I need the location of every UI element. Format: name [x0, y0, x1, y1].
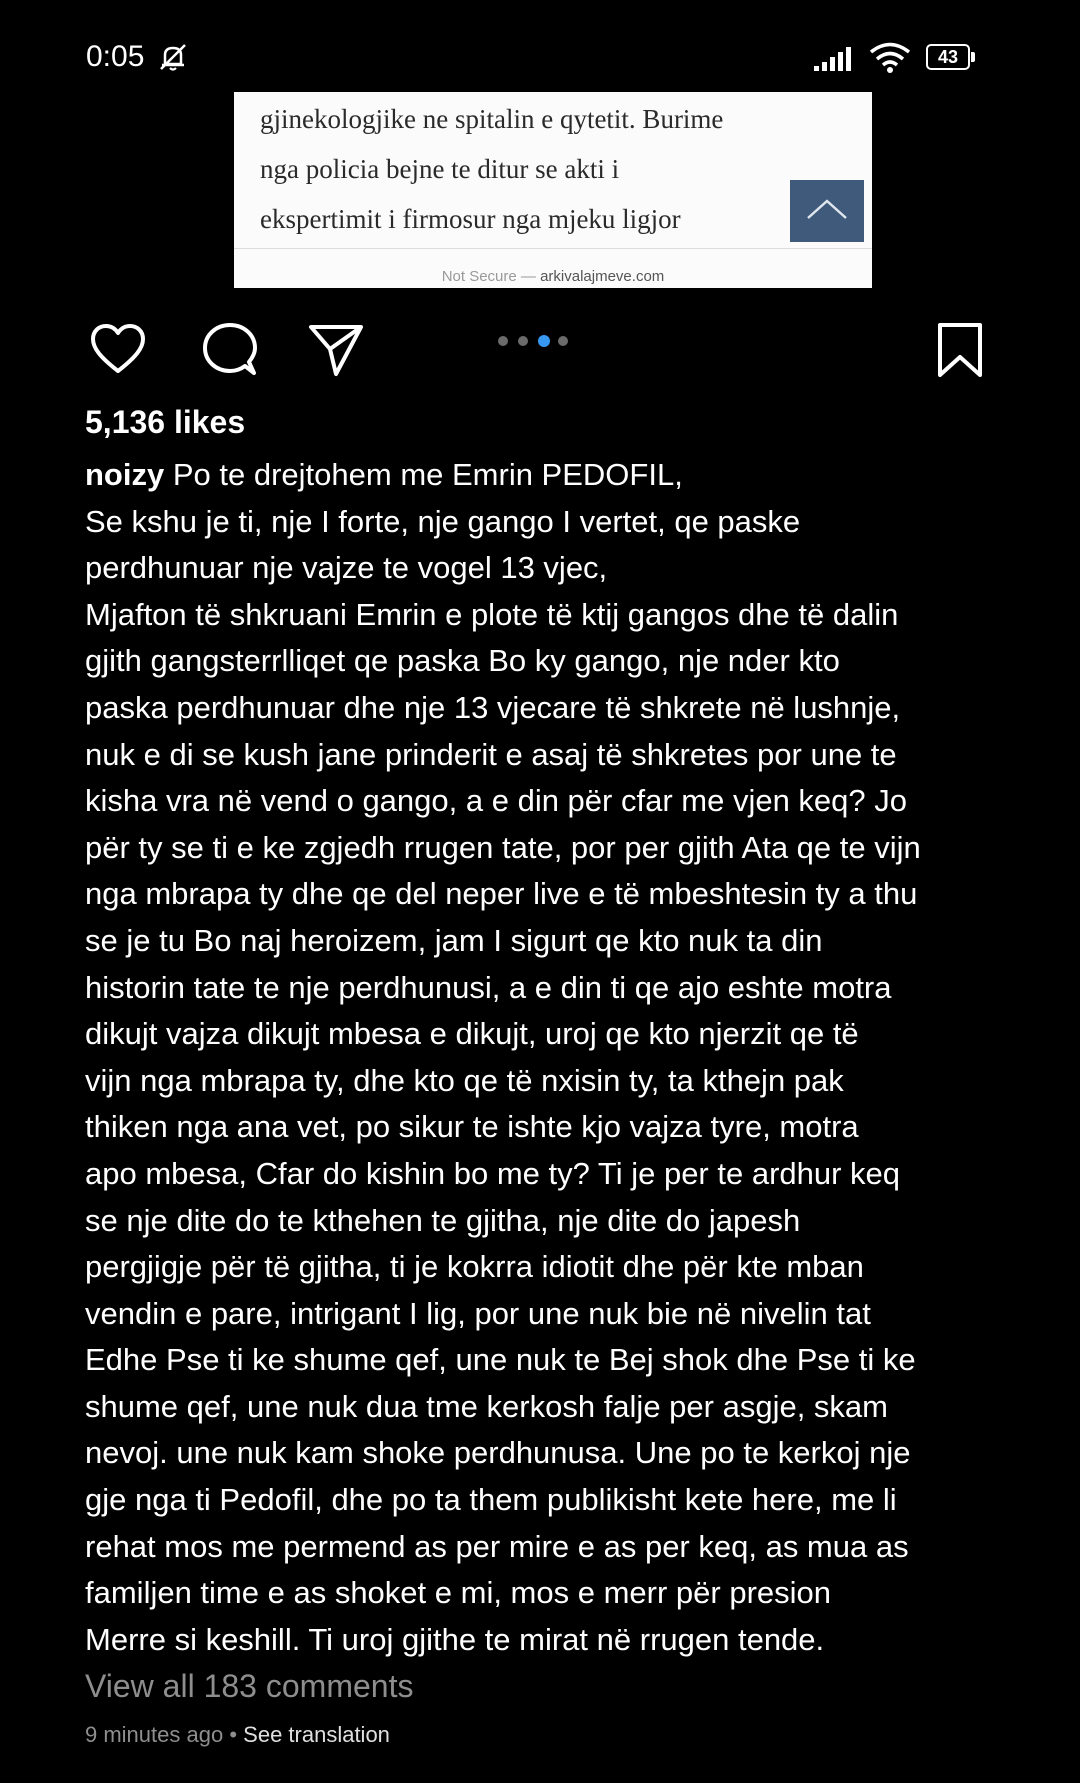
caption-line [85, 1151, 1025, 1198]
view-all-comments-link[interactable]: View all 183 comments [85, 1668, 414, 1704]
caption-text: vendin e pare, intrigant I lig, por une nuk bie në nivelin tat [85, 1295, 871, 1331]
caption-text: Merre si keshill. Ti uroj gjithe te mirat në rrugen tende. [85, 1621, 825, 1657]
caption-line [85, 1570, 1025, 1617]
chevron-up-icon [790, 180, 864, 242]
snippet-domain: arkivalajmeve.com [540, 268, 665, 285]
see-translation-link[interactable]: See translation [243, 1722, 390, 1747]
post-meta [85, 1722, 390, 1748]
carousel-dot-active [538, 335, 550, 347]
caption-line [85, 545, 1025, 592]
carousel-indicator [498, 334, 588, 348]
security-label: Not Secure — [441, 268, 536, 285]
caption-line [85, 1104, 1025, 1151]
caption-text: familjen time e as shoket e mi, mos e merr për presion [85, 1575, 831, 1611]
caption-text: për ty se ti e ke zgjedh rrugen tate, por per gjith Ata qe te vijn [85, 829, 921, 865]
caption-line [85, 1617, 1025, 1664]
caption-text: nuk e di se kush jane prinderit e asaj të shkretes por une te [85, 736, 897, 772]
caption-text: nevoj. une nuk kam shoke perdhunusa. Une po te kerkoj nje [85, 1435, 911, 1471]
caption-text: Edhe Pse ti ke shume qef, une nuk te Bej shok dhe Pse ti ke [85, 1342, 916, 1378]
caption-line [85, 778, 1025, 825]
scroll-to-top-button [790, 180, 864, 242]
caption-text: se nje dite do te kthehen te gjitha, nje dite do japesh [85, 1202, 801, 1238]
caption-text: se je tu Bo naj heroizem, jam I sigurt qe kto nuk ta din [85, 922, 823, 958]
snippet-text-line: gjinekologjike ne spitalin e qytetit. Burime [260, 104, 724, 134]
caption-text: rehat mos me permend as per mire e as per keq, as mua as [85, 1528, 909, 1564]
caption-line [85, 918, 1025, 965]
battery-tip [971, 52, 975, 62]
post-timestamp: 9 minutes ago [85, 1722, 224, 1747]
post-username[interactable]: noizy [85, 457, 165, 492]
share-send-icon[interactable] [306, 320, 366, 380]
caption-line [85, 1058, 1025, 1105]
caption-line [85, 1291, 1025, 1338]
battery-level: 43 [926, 44, 970, 70]
caption-line [85, 732, 1025, 779]
like-heart-icon[interactable] [88, 320, 148, 380]
snippet-divider [234, 248, 872, 249]
likes-count[interactable]: 5,136 likes [85, 404, 246, 440]
caption-line [85, 1430, 1025, 1477]
caption-line [85, 1477, 1025, 1524]
post-action-bar [0, 300, 1080, 400]
caption-line [85, 592, 1025, 639]
caption-text: Po te drejtohem me Emrin PEDOFIL, [172, 457, 683, 492]
caption-line [85, 685, 1025, 732]
caption-line [85, 1244, 1025, 1291]
caption-text: nga mbrapa ty dhe qe del neper live e të mbeshtesin ty a thu [85, 876, 918, 912]
caption-text: historin tate te nje perdhunusi, a e din ti qe ajo eshte motra [85, 969, 892, 1005]
caption-text: shume qef, une nuk dua tme kerkosh falje per asgje, skam [85, 1388, 888, 1424]
caption-text: paska perdhunuar dhe nje 13 vjecare të shkrete në lushnje, [85, 689, 901, 725]
caption-text: gjith gangsterrlliqet qe paska Bo ky gango, nje nder kto [85, 643, 840, 679]
caption-line [85, 1198, 1025, 1245]
caption-text: pergjigje për të gjitha, ti je kokrra idiotit dhe për kte mban [85, 1249, 864, 1285]
carousel-dot [498, 336, 508, 346]
cellular-signal-icon [812, 44, 860, 72]
caption-text: vijn nga mbrapa ty, dhe kto qe të nxisin ty, ta kthejn pak [85, 1062, 844, 1098]
caption-text: dikujt vajza dikujt mbesa e dikujt, uroj qe kto njerzit qe të [85, 1016, 859, 1052]
caption-text: kisha vra në vend o gango, a e din për cfar me vjen keq? Jo [85, 783, 907, 819]
caption-line [85, 1384, 1025, 1431]
caption-text: Se kshu je ti, nje I forte, nje gango I vertet, qe paske [85, 503, 801, 539]
caption-line [85, 1011, 1025, 1058]
caption-line [85, 871, 1025, 918]
carousel-dot [558, 336, 568, 346]
notifications-muted-icon [156, 40, 190, 74]
caption-line [85, 638, 1025, 685]
status-time: 0:05 [86, 40, 145, 73]
carousel-dot [518, 336, 528, 346]
caption-line [85, 1337, 1025, 1384]
caption-line [85, 499, 1025, 546]
caption-line [85, 1524, 1025, 1571]
caption-text: perdhunuar nje vajze te vogel 13 vjec, [85, 550, 608, 586]
caption-line [85, 825, 1025, 872]
caption-text: thiken nga ana vet, po sikur te ishte kjo vajza tyre, motra [85, 1109, 859, 1145]
bookmark-save-icon[interactable] [930, 320, 990, 380]
meta-separator: • [229, 1722, 238, 1747]
snippet-url-bar [234, 268, 872, 285]
caption-text: apo mbesa, Cfar do kishin bo me ty? Ti je per te ardhur keq [85, 1155, 901, 1191]
caption-line [85, 452, 1025, 499]
caption-text: Mjafton të shkruani Emrin e plote të ktij gangos dhe të dalin [85, 596, 899, 632]
wifi-icon [868, 40, 912, 74]
snippet-text-line: ekspertimit i firmosur nga mjeku ligjor [260, 204, 681, 234]
snippet-text-line: nga policia bejne te ditur se akti i [260, 154, 620, 184]
battery-icon [926, 44, 976, 72]
caption-line [85, 965, 1025, 1012]
caption-text: gje nga ti Pedofil, dhe po ta them publikisht kete here, me li [85, 1482, 897, 1518]
post-image-article-snippet[interactable] [234, 92, 872, 288]
post-caption [85, 452, 1025, 1663]
comment-icon[interactable] [200, 320, 260, 380]
